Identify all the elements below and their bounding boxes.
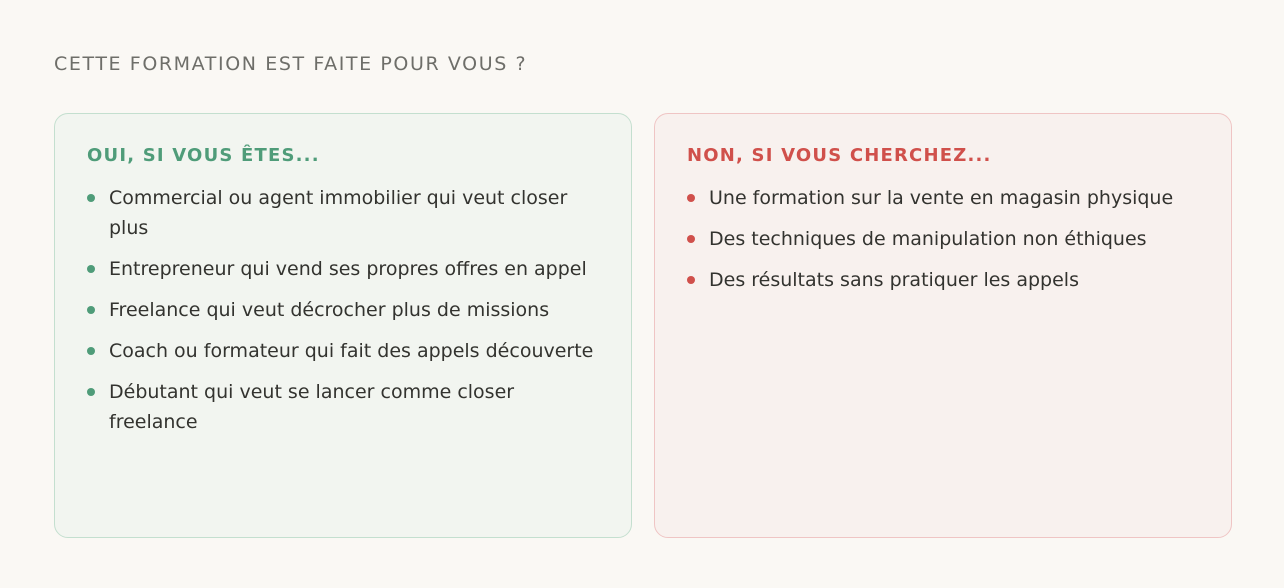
yes-list [87,183,601,437]
list-item-text: Une formation sur la vente en magasin physique [709,187,1174,209]
bullet-dot-icon [87,306,95,314]
list-item [687,183,1201,213]
list-item [87,183,601,243]
bullet-dot-icon [87,347,95,355]
list-item-text: Des résultats sans pratiquer les appels [709,269,1079,291]
list-item [87,295,601,325]
list-item [87,336,601,366]
yes-card [54,113,632,538]
yes-card-heading: OUI, SI VOUS ÊTES... [87,145,320,166]
list-item-text: Entrepreneur qui vend ses propres offres en appel [109,258,587,280]
list-item [87,254,601,284]
bullet-dot-icon [687,235,695,243]
list-item-text: Des techniques de manipulation non éthiques [709,228,1147,250]
bullet-dot-icon [687,194,695,202]
no-list [687,183,1201,295]
section-title: CETTE FORMATION EST FAITE POUR VOUS ? [54,53,528,75]
list-item-text: Freelance qui veut décrocher plus de missions [109,299,550,321]
bullet-dot-icon [87,388,95,396]
list-item [687,265,1201,295]
bullet-dot-icon [87,265,95,273]
list-item [687,224,1201,254]
no-card [654,113,1232,538]
list-item-text: Débutant qui veut se lancer comme closer freelance [109,381,515,433]
no-card-heading: NON, SI VOUS CHERCHEZ... [687,145,992,166]
list-item [87,377,601,437]
bullet-dot-icon [687,276,695,284]
bullet-dot-icon [87,194,95,202]
list-item-text: Coach ou formateur qui fait des appels découverte [109,340,594,362]
list-item-text: Commercial ou agent immobilier qui veut closer plus [109,187,568,239]
